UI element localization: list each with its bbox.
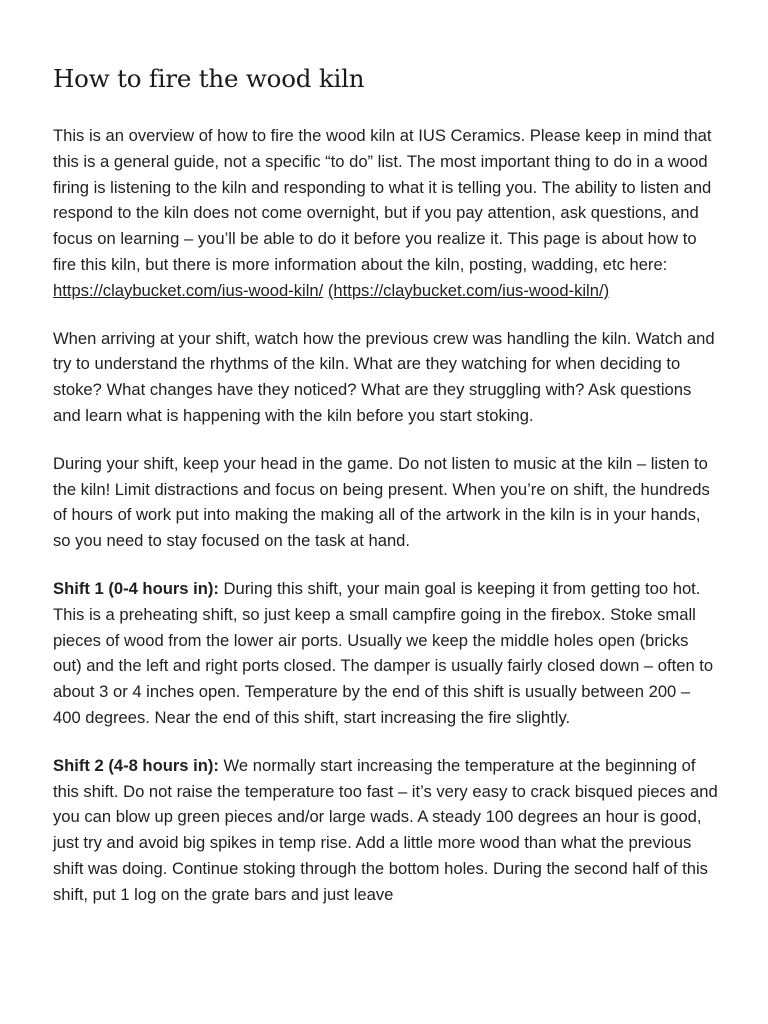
shift-1-paragraph <box>53 576 721 731</box>
page-title: How to fire the wood kiln <box>53 64 365 93</box>
intro-paragraph <box>53 123 721 304</box>
shift-2-text: We normally start increasing the temperature at the beginning of this shift. Do not raise the temperature too fast – it’s very easy to crack bisqued pieces and you can blow up green pieces and/or large wads. A steady 100 degrees an hour is good, just try and avoid big spikes in temp rise. Add a little more wood than what the previous shift was doing. Continue stoking through the bottom holes. During the second half of this shift, put 1 log on the grate bars and just leave <box>53 755 718 904</box>
claybucket-link-parenthetical[interactable]: (https://claybucket.com/ius-wood-kiln/) <box>327 280 610 300</box>
arriving-paragraph: When arriving at your shift, watch how the previous crew was handling the kiln. Watch and try to understand the rhythms of the kiln. What are they watching for when deciding to stoke? What changes have they noticed? What are they struggling with? Ask questions and learn what is happening with the kiln before you start stoking. <box>53 328 715 425</box>
shift-2-label: Shift 2 (4-8 hours in): <box>53 755 219 775</box>
during-shift-paragraph: During your shift, keep your head in the game. Do not listen to music at the kiln – listen to the kiln! Limit distractions and focus on being present. When you’re on shift, the hundreds of hours of work put into making the making all of the artwork in the kiln is in your hands, so you need to stay focused on the task at hand. <box>53 453 710 551</box>
shift-2-paragraph <box>53 753 721 908</box>
intro-text: This is an overview of how to fire the wood kiln at IUS Ceramics. Please keep in mind that this is a general guide, not a specific “to do” list. The most important thing to do in a wood firing is listening to the kiln and responding to what it is telling you. The ability to listen and respond to the kiln does not come overnight, but if you pay attention, ask questions, and focus on learning – you’ll be able to do it before you realize it. This page is about how to fire this kiln, but there is more information about the kiln, posting, wadding, etc here: <box>53 126 712 274</box>
shift-1-label: Shift 1 (0-4 hours in): <box>53 578 219 598</box>
claybucket-link[interactable]: https://claybucket.com/ius-wood-kiln/ <box>53 280 324 300</box>
shift-1-text: During this shift, your main goal is keeping it from getting too hot. This is a preheating shift, so just keep a small campfire going in the firebox. Stoke small pieces of wood from the lower air ports. Usually we keep the middle holes open (bricks out) and the left and right ports closed. The damper is usually fairly closed down – often to about 3 or 4 inches open. Temperature by the end of this shift is usually between 200 – 400 degrees. Near the end of this shift, start increasing the fire slightly. <box>53 578 714 727</box>
document-page <box>53 62 721 930</box>
